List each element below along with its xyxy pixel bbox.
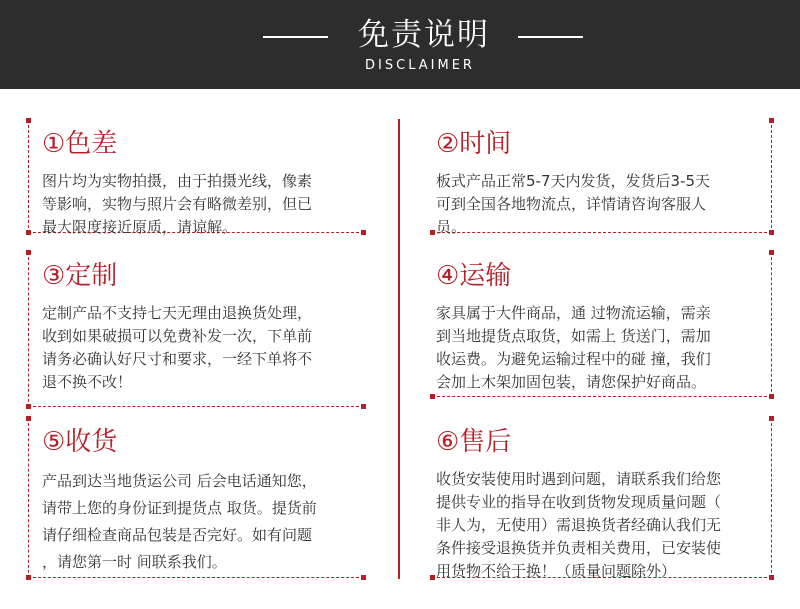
header-rule-left <box>263 36 328 38</box>
card-line: 请务必确认好尺寸和要求，一经下单将不 <box>42 350 313 368</box>
card-body <box>436 170 710 239</box>
card-line: 收货安装使用时遇到问题，请联系我们给您 <box>436 470 722 488</box>
card-title: ①色差 <box>42 129 118 159</box>
card-body <box>42 170 312 239</box>
center-divider <box>398 119 400 579</box>
card-line: 请仔细检查商品包装是否完好。如有问题 <box>42 526 313 544</box>
card-line: 收到如果破损可以免费补发一次，下单前 <box>42 327 313 345</box>
card-body <box>42 302 312 394</box>
card-line: 最大限度接近原质，请谅解。 <box>42 218 238 236</box>
card-receiving <box>28 418 364 578</box>
card-line: 定制产品不支持七天无理由退换货处理， <box>42 304 313 322</box>
card-body <box>436 468 721 583</box>
card-after-sales <box>432 418 772 578</box>
card-line: 请带上您的身份证到提货点 取货。提货前 <box>42 499 317 517</box>
header-rule-right <box>518 36 583 38</box>
card-line: 提供专业的指导在收到货物发现质量问题（ <box>436 493 722 511</box>
card-color-difference <box>28 120 364 236</box>
card-line: ，请您第一时 间联系我们。 <box>42 553 227 571</box>
card-body <box>436 302 711 394</box>
card-title: ⑥售后 <box>436 427 512 457</box>
card-title: ③定制 <box>42 261 118 291</box>
card-line: 员。 <box>436 218 467 236</box>
card-line: 非人为，无使用）需退换货者经确认我们无 <box>436 516 722 534</box>
card-line: 收运费。为避免运输过程中的碰 撞，我们 <box>436 350 711 368</box>
card-customization <box>28 252 364 407</box>
card-body <box>42 468 317 576</box>
card-line: 用货物不给于换！（质量问题除外） <box>436 562 677 580</box>
card-line: 板式产品正常5-7天内发货，发货后3-5天 <box>436 172 711 190</box>
card-shipping <box>432 252 772 397</box>
card-line: 等影响，实物与照片会有略微差别，但已 <box>42 195 313 213</box>
card-line: 条件接受退换货并负责相关费用，已安装使 <box>436 539 722 557</box>
card-line: 到当地提货点取货，如需上 货送门，需加 <box>436 327 711 345</box>
page-title: 免责说明 <box>358 17 490 53</box>
card-title: ⑤收货 <box>42 427 118 457</box>
card-title: ④运输 <box>436 261 512 291</box>
card-line: 产品到达当地货运公司 后会电话通知您， <box>42 472 317 490</box>
card-delivery-time <box>432 120 772 236</box>
card-title: ②时间 <box>436 129 512 159</box>
card-line: 图片均为实物拍摄，由于拍摄光线，像素 <box>42 172 313 190</box>
header-banner <box>0 0 800 89</box>
card-line: 会加上木架加固包装，请您保护好商品。 <box>436 373 707 391</box>
card-line: 家具属于大件商品，通 过物流运输，需亲 <box>436 304 711 322</box>
card-line: 退不换不改！ <box>42 373 133 391</box>
page-subtitle: DISCLAIMER <box>365 58 475 73</box>
card-line: 可到全国各地物流点，详情请咨询客服人 <box>436 195 707 213</box>
